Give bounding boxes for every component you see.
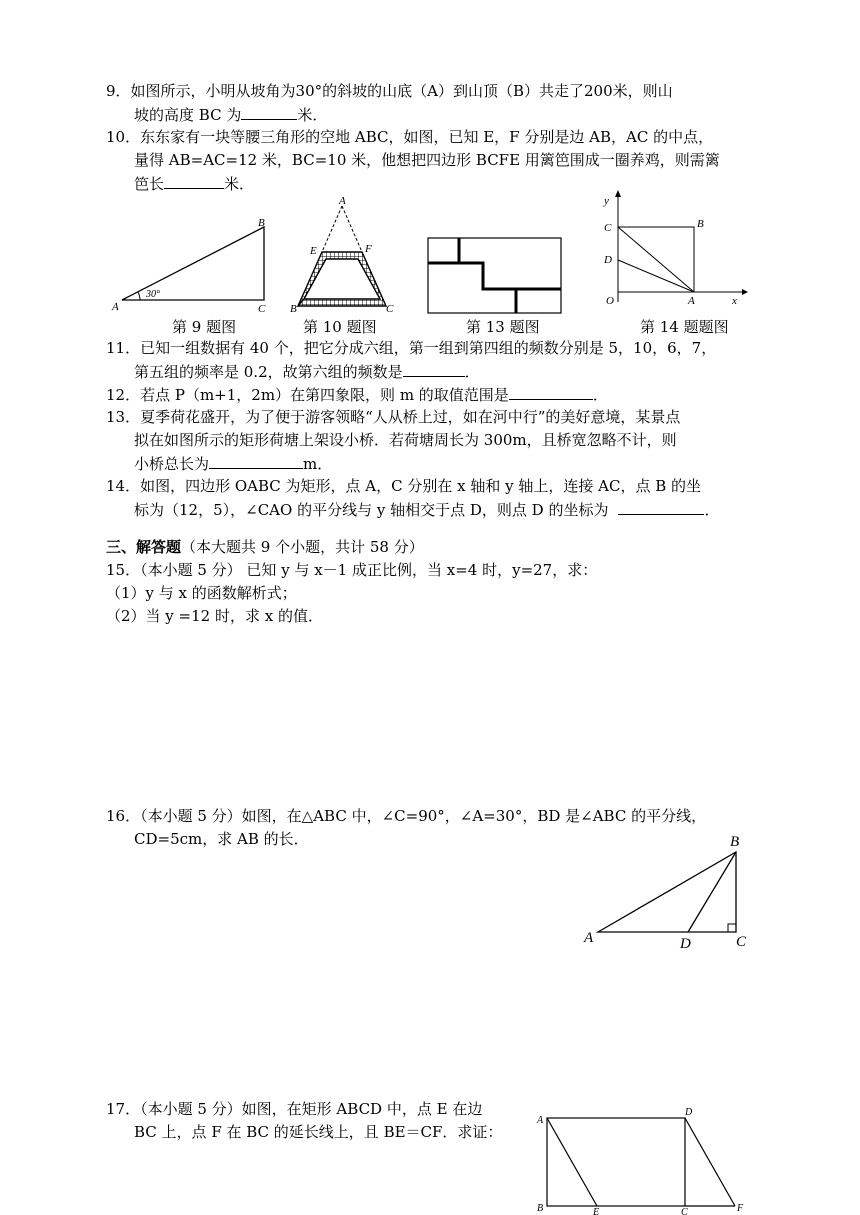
q15-line2: （1）y 与 x 的函数解析式； (106, 584, 297, 602)
q16-line2: CD=5cm，求 AB 的长． (134, 830, 309, 848)
fig9-angle-label: 30° (146, 289, 160, 300)
fig13-pond (428, 238, 561, 313)
fig10-dash-right (342, 206, 362, 252)
section-3-title: 三、解答题 (106, 538, 182, 556)
section-3-note: （本大题共 9 个小题，共计 58 分） (181, 538, 424, 556)
figure-9 (112, 212, 272, 317)
figure-17 (535, 1103, 747, 1215)
fig10-fence (298, 252, 386, 306)
q14-line1: 14．如图，四边形 OABC 为矩形，点 A，C 分别在 x 轴和 y 轴上，连接 AC，点 B 的坐 (106, 477, 702, 495)
fig14-label-o: O (606, 295, 614, 307)
fig16-bisector-bd (688, 852, 736, 932)
fig9-label-b: B (258, 217, 265, 229)
q11-answer-blank (403, 362, 465, 377)
fig10-dash-left (322, 206, 342, 252)
fig16-label-b: B (730, 834, 740, 850)
q13-line3 (134, 454, 332, 473)
figure-16 (580, 830, 755, 950)
fig14-label-d: D (604, 254, 612, 266)
fig9-angle-arc (138, 292, 140, 300)
q15-line1: 15．（本小题 5 分） 已知 y 与 x－1 成正比例，当 x=4 时，y=27，求： (106, 561, 598, 579)
fig14-label-x: x (732, 295, 737, 307)
figure-14 (592, 190, 748, 308)
fig16-triangle (598, 852, 736, 932)
section-3-heading (106, 538, 424, 556)
fig16-label-a: A (584, 930, 594, 946)
fig13-bridge-2 (459, 263, 561, 289)
q13-text-b: m． (303, 455, 333, 473)
q10-text-a: 笆长 (134, 175, 165, 193)
fig17-label-e: E (593, 1207, 600, 1215)
fig13-caption: 第 13 题图 (466, 318, 540, 336)
q17-line2: BC 上，点 F 在 BC 的延长线上，且 BE＝CF．求证： (134, 1123, 503, 1141)
fig9-label-c: C (258, 303, 266, 315)
fig14-x-arrow (742, 289, 748, 295)
fig10-caption: 第 10 题图 (303, 318, 377, 336)
q11-line1: 11．已知一组数据有 40 个，把它分成六组，第一组到第四组的频数分别是 5，10，6，7， (106, 339, 717, 357)
fig17-segment-ae (547, 1118, 597, 1206)
q17-line1: 17．（本小题 5 分）如图，在矩形 ABCD 中，点 E 在边 (106, 1100, 483, 1118)
fig9-label-a: A (112, 301, 119, 313)
q10-line3 (134, 174, 254, 193)
q9-text-b: 米． (297, 106, 328, 124)
fig16-right-angle-mark (728, 924, 736, 932)
fig17-rectangle-abcd (547, 1118, 685, 1206)
q12-line (106, 385, 608, 404)
fig10-label-f: F (365, 243, 372, 255)
fig17-label-b: B (537, 1203, 544, 1214)
q15-line3: （2）当 y =12 时，求 x 的值． (106, 607, 323, 625)
q13-line2: 拟在如图所示的矩形荷塘上架设小桥．若荷塘周长为 300m，且桥宽忽略不计，则 (134, 431, 677, 449)
q9-answer-blank (241, 105, 297, 120)
q16-line1: 16．（本小题 5 分）如图，在△ABC 中，∠C=90°，∠A=30°，BD 是∠ABC 的平分线， (106, 807, 707, 825)
figure-13 (427, 237, 563, 315)
q14-line2 (134, 500, 719, 519)
q12-text-a: 12．若点 P（m+1，2m）在第四象限，则 m 的取值范围是 (106, 386, 509, 404)
fig17-label-a: A (537, 1115, 544, 1126)
q10-text-b: 米． (224, 175, 255, 193)
fig14-label-c: C (604, 222, 612, 234)
fig14-label-b: B (697, 218, 704, 230)
fig16-label-c: C (736, 934, 747, 950)
fig10-label-e: E (310, 245, 317, 257)
fig17-label-d: D (685, 1107, 693, 1118)
q10-answer-blank (164, 174, 224, 189)
q14-text-b: ． (704, 501, 720, 519)
fig10-label-a: A (339, 195, 346, 207)
q13-answer-blank (209, 454, 303, 469)
q12-answer-blank (509, 385, 593, 400)
fig14-label-a: A (688, 295, 695, 307)
q11-text-a: 第五组的频率是 0.2，故第六组的频数是 (134, 363, 403, 381)
q9-text-a: 坡的高度 BC 为 (134, 106, 242, 124)
q13-text-a: 小桥总长为 (134, 455, 210, 473)
fig10-label-c: C (386, 303, 394, 315)
q11-text-b: ． (464, 363, 480, 381)
fig9-caption: 第 9 题图 (172, 318, 237, 336)
q10-line1: 10．东东家有一块等腰三角形的空地 ABC，如图，已知 E，F 分别是边 AB，AC 的中点， (106, 128, 714, 146)
q10-line2: 量得 AB=AC=12 米，BC=10 米，他想把四边形 BCFE 用篱笆围成一圈养鸡，则需篱 (134, 151, 720, 169)
fig17-segment-df (685, 1118, 735, 1206)
fig14-line-ac (618, 227, 694, 292)
q13-line1: 13．夏季荷花盛开，为了便于游客领略“人从桥上过，如在河中行”的美好意境，某景点 (106, 408, 681, 426)
q11-line2 (134, 362, 480, 381)
q12-text-b: ． (592, 386, 608, 404)
q9-line1: 9．如图所示，小明从坡角为30°的斜坡的山底（A）到山顶（B）共走了200米，则山 (106, 82, 673, 100)
fig14-line-ad (618, 260, 694, 292)
fig14-label-y: y (604, 195, 609, 207)
q9-line2 (134, 105, 327, 124)
fig10-label-b: B (290, 303, 297, 315)
fig13-bridge-1 (428, 238, 459, 263)
q14-answer-blank (618, 500, 704, 515)
fig17-label-c: C (681, 1207, 688, 1215)
figure-10 (290, 196, 395, 318)
q14-text-a: 标为（12，5），∠CAO 的平分线与 y 轴相交于点 D，则点 D 的坐标为 (134, 501, 609, 519)
fig14-caption: 第 14 题题图 (640, 318, 729, 336)
fig9-triangle (122, 227, 264, 300)
fig17-label-f: F (737, 1203, 744, 1214)
fig14-y-arrow (615, 190, 621, 197)
fig16-label-d: D (680, 936, 691, 952)
